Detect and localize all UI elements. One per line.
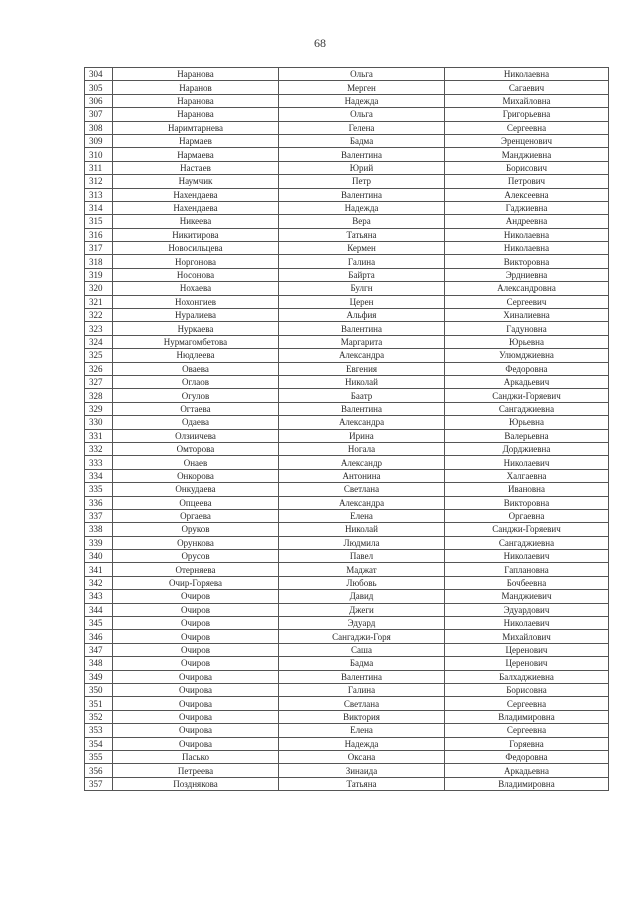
table-row — [85, 764, 609, 777]
patronymic-cell: Михайловна — [445, 94, 609, 107]
given-name-cell: Светлана — [279, 697, 445, 710]
surname-cell: Очирова — [113, 670, 279, 683]
row-number-cell: 319 — [85, 268, 113, 281]
row-number-cell: 346 — [85, 630, 113, 643]
row-number-cell: 311 — [85, 161, 113, 174]
table-row — [85, 416, 609, 429]
row-number-cell: 336 — [85, 496, 113, 509]
patronymic-cell: Дорджиевна — [445, 442, 609, 455]
given-name-cell: Ирина — [279, 429, 445, 442]
surname-cell: Нурмагомбетова — [113, 335, 279, 348]
patronymic-cell: Михайлович — [445, 630, 609, 643]
row-number-cell: 331 — [85, 429, 113, 442]
given-name-cell: Зинаида — [279, 764, 445, 777]
table-row — [85, 496, 609, 509]
given-name-cell: Галина — [279, 255, 445, 268]
row-number-cell: 354 — [85, 737, 113, 750]
patronymic-cell: Манджиевна — [445, 148, 609, 161]
surname-cell: Одаева — [113, 416, 279, 429]
row-number-cell: 307 — [85, 108, 113, 121]
given-name-cell: Людмила — [279, 536, 445, 549]
given-name-cell: Елена — [279, 509, 445, 522]
patronymic-cell: Юрьевна — [445, 416, 609, 429]
given-name-cell: Любовь — [279, 576, 445, 589]
given-name-cell: Александра — [279, 349, 445, 362]
surname-cell: Опцеева — [113, 496, 279, 509]
surname-cell: Настаев — [113, 161, 279, 174]
row-number-cell: 347 — [85, 643, 113, 656]
row-number-cell: 324 — [85, 335, 113, 348]
row-number-cell: 344 — [85, 603, 113, 616]
given-name-cell: Саша — [279, 643, 445, 656]
table-row — [85, 108, 609, 121]
given-name-cell: Юрий — [279, 161, 445, 174]
given-name-cell: Сангаджи-Горя — [279, 630, 445, 643]
row-number-cell: 316 — [85, 228, 113, 241]
surname-cell: Орункова — [113, 536, 279, 549]
patronymic-cell: Федоровна — [445, 362, 609, 375]
table-row — [85, 456, 609, 469]
table-row — [85, 670, 609, 683]
row-number-cell: 310 — [85, 148, 113, 161]
surname-cell: Норгонова — [113, 255, 279, 268]
patronymic-cell: Николаевна — [445, 68, 609, 81]
surname-cell: Нахендаева — [113, 188, 279, 201]
patronymic-cell: Сергеевич — [445, 295, 609, 308]
row-number-cell: 309 — [85, 134, 113, 147]
given-name-cell: Булгн — [279, 282, 445, 295]
patronymic-cell: Гадуновна — [445, 322, 609, 335]
patronymic-cell: Бочбеевна — [445, 576, 609, 589]
row-number-cell: 318 — [85, 255, 113, 268]
given-name-cell: Валентина — [279, 322, 445, 335]
patronymic-cell: Николаевич — [445, 456, 609, 469]
patronymic-cell: Сергеевна — [445, 724, 609, 737]
surname-cell: Онкорова — [113, 469, 279, 482]
table-row — [85, 242, 609, 255]
patronymic-cell: Сагаевич — [445, 81, 609, 94]
table-row — [85, 134, 609, 147]
given-name-cell: Ольга — [279, 108, 445, 121]
table-row — [85, 550, 609, 563]
given-name-cell: Галина — [279, 683, 445, 696]
given-name-cell: Вера — [279, 215, 445, 228]
given-name-cell: Ногала — [279, 442, 445, 455]
given-name-cell: Джеги — [279, 603, 445, 616]
given-name-cell: Надежда — [279, 737, 445, 750]
surname-cell: Омторова — [113, 442, 279, 455]
surname-cell: Нуркаева — [113, 322, 279, 335]
patronymic-cell: Николаевна — [445, 242, 609, 255]
surname-cell: Наримтарнева — [113, 121, 279, 134]
table-row — [85, 737, 609, 750]
patronymic-cell: Сангаджиевна — [445, 402, 609, 415]
table-row — [85, 777, 609, 790]
surname-cell: Наранов — [113, 81, 279, 94]
given-name-cell: Александр — [279, 456, 445, 469]
patronymic-cell: Санджи-Горяевич — [445, 389, 609, 402]
table-row — [85, 282, 609, 295]
surname-cell: Позднякова — [113, 777, 279, 790]
row-number-cell: 314 — [85, 201, 113, 214]
row-number-cell: 337 — [85, 509, 113, 522]
table-row — [85, 563, 609, 576]
given-name-cell: Мерген — [279, 81, 445, 94]
surname-cell: Наранова — [113, 94, 279, 107]
patronymic-cell: Федоровна — [445, 750, 609, 763]
surname-cell: Очирова — [113, 737, 279, 750]
given-name-cell: Альфия — [279, 309, 445, 322]
table-row — [85, 710, 609, 723]
row-number-cell: 345 — [85, 617, 113, 630]
table-row — [85, 429, 609, 442]
given-name-cell: Ольга — [279, 68, 445, 81]
given-name-cell: Кермен — [279, 242, 445, 255]
given-name-cell: Гелена — [279, 121, 445, 134]
table-row — [85, 175, 609, 188]
surname-cell: Нармаев — [113, 134, 279, 147]
row-number-cell: 342 — [85, 576, 113, 589]
given-name-cell: Виктория — [279, 710, 445, 723]
table-row — [85, 215, 609, 228]
patronymic-cell: Сангаджиевна — [445, 536, 609, 549]
given-name-cell: Бадма — [279, 657, 445, 670]
surname-cell: Онкудаева — [113, 483, 279, 496]
patronymic-cell: Эдуардович — [445, 603, 609, 616]
table-row — [85, 201, 609, 214]
surname-cell: Новосильцева — [113, 242, 279, 255]
table-row — [85, 442, 609, 455]
row-number-cell: 323 — [85, 322, 113, 335]
patronymic-cell: Викторовна — [445, 496, 609, 509]
patronymic-cell: Алексеевна — [445, 188, 609, 201]
row-number-cell: 306 — [85, 94, 113, 107]
given-name-cell: Татьяна — [279, 777, 445, 790]
surname-cell: Оргаева — [113, 509, 279, 522]
row-number-cell: 330 — [85, 416, 113, 429]
row-number-cell: 340 — [85, 550, 113, 563]
table-row — [85, 724, 609, 737]
surname-cell: Огулов — [113, 389, 279, 402]
surname-cell: Нармаева — [113, 148, 279, 161]
row-number-cell: 355 — [85, 750, 113, 763]
table-row — [85, 523, 609, 536]
patronymic-cell: Горяевна — [445, 737, 609, 750]
surname-cell: Очиров — [113, 630, 279, 643]
surname-cell: Никитирова — [113, 228, 279, 241]
table-row — [85, 617, 609, 630]
patronymic-cell: Гаплановна — [445, 563, 609, 576]
row-number-cell: 341 — [85, 563, 113, 576]
table-row — [85, 483, 609, 496]
patronymic-cell: Юрьевна — [445, 335, 609, 348]
table-row — [85, 576, 609, 589]
row-number-cell: 348 — [85, 657, 113, 670]
patronymic-cell: Халгаевна — [445, 469, 609, 482]
given-name-cell: Павел — [279, 550, 445, 563]
patronymic-cell: Валерьевна — [445, 429, 609, 442]
given-name-cell: Елена — [279, 724, 445, 737]
patronymic-cell: Григорьевна — [445, 108, 609, 121]
surname-cell: Онаев — [113, 456, 279, 469]
given-name-cell: Татьяна — [279, 228, 445, 241]
given-name-cell: Валентина — [279, 402, 445, 415]
given-name-cell: Евгения — [279, 362, 445, 375]
table-row — [85, 750, 609, 763]
row-number-cell: 315 — [85, 215, 113, 228]
row-number-cell: 326 — [85, 362, 113, 375]
surname-cell: Очирова — [113, 724, 279, 737]
given-name-cell: Давид — [279, 590, 445, 603]
row-number-cell: 349 — [85, 670, 113, 683]
table-row — [85, 375, 609, 388]
surname-cell: Нохаева — [113, 282, 279, 295]
given-name-cell: Байрта — [279, 268, 445, 281]
surname-cell: Очиров — [113, 603, 279, 616]
table-row — [85, 81, 609, 94]
patronymic-cell: Ивановна — [445, 483, 609, 496]
patronymic-cell: Церенович — [445, 657, 609, 670]
given-name-cell: Баатр — [279, 389, 445, 402]
table-row — [85, 630, 609, 643]
patronymic-cell: Манджиевич — [445, 590, 609, 603]
patronymic-cell: Николаевич — [445, 617, 609, 630]
table-row — [85, 603, 609, 616]
row-number-cell: 328 — [85, 389, 113, 402]
table-row — [85, 362, 609, 375]
table-row — [85, 402, 609, 415]
row-number-cell: 321 — [85, 295, 113, 308]
row-number-cell: 343 — [85, 590, 113, 603]
table-row — [85, 161, 609, 174]
given-name-cell: Церен — [279, 295, 445, 308]
table-row — [85, 255, 609, 268]
given-name-cell: Александра — [279, 496, 445, 509]
table-row — [85, 509, 609, 522]
surname-cell: Очиров — [113, 590, 279, 603]
given-name-cell: Валентина — [279, 148, 445, 161]
table-row — [85, 389, 609, 402]
patronymic-cell: Николаевна — [445, 228, 609, 241]
surname-cell: Очирова — [113, 710, 279, 723]
patronymic-cell: Эренценович — [445, 134, 609, 147]
surname-cell: Петреева — [113, 764, 279, 777]
surname-cell: Олзиичева — [113, 429, 279, 442]
given-name-cell: Надежда — [279, 94, 445, 107]
given-name-cell: Светлана — [279, 483, 445, 496]
table-row — [85, 590, 609, 603]
patronymic-cell: Эрдниевна — [445, 268, 609, 281]
row-number-cell: 317 — [85, 242, 113, 255]
given-name-cell: Валентина — [279, 670, 445, 683]
patronymic-cell: Викторовна — [445, 255, 609, 268]
table-row — [85, 349, 609, 362]
row-number-cell: 308 — [85, 121, 113, 134]
patronymic-cell: Аркадьевна — [445, 764, 609, 777]
row-number-cell: 332 — [85, 442, 113, 455]
given-name-cell: Эдуард — [279, 617, 445, 630]
surname-cell: Очиров — [113, 617, 279, 630]
given-name-cell: Петр — [279, 175, 445, 188]
surname-cell: Орусов — [113, 550, 279, 563]
surname-cell: Огтаева — [113, 402, 279, 415]
row-number-cell: 338 — [85, 523, 113, 536]
patronymic-cell: Борисовна — [445, 683, 609, 696]
row-number-cell: 334 — [85, 469, 113, 482]
patronymic-cell: Борисович — [445, 161, 609, 174]
table-row — [85, 188, 609, 201]
surname-cell: Носонова — [113, 268, 279, 281]
patronymic-cell: Сергеевна — [445, 697, 609, 710]
surname-cell: Пасько — [113, 750, 279, 763]
surname-cell: Очиров — [113, 657, 279, 670]
row-number-cell: 356 — [85, 764, 113, 777]
patronymic-cell: Аркадьевич — [445, 375, 609, 388]
surname-cell: Очир-Горяева — [113, 576, 279, 589]
given-name-cell: Николай — [279, 523, 445, 536]
given-name-cell: Бадма — [279, 134, 445, 147]
surname-cell: Нуралиева — [113, 309, 279, 322]
patronymic-cell: Андреевна — [445, 215, 609, 228]
table-row — [85, 322, 609, 335]
given-name-cell: Антонина — [279, 469, 445, 482]
patronymic-cell: Владимировна — [445, 710, 609, 723]
surname-cell: Наранова — [113, 108, 279, 121]
surname-cell: Очиров — [113, 643, 279, 656]
table-row — [85, 228, 609, 241]
table-row — [85, 94, 609, 107]
row-number-cell: 352 — [85, 710, 113, 723]
table-row — [85, 469, 609, 482]
surname-cell: Оглаов — [113, 375, 279, 388]
given-name-cell: Маргарита — [279, 335, 445, 348]
register-table — [84, 67, 609, 791]
table-row — [85, 309, 609, 322]
patronymic-cell: Николаевич — [445, 550, 609, 563]
surname-cell: Очирова — [113, 697, 279, 710]
patronymic-cell: Петрович — [445, 175, 609, 188]
row-number-cell: 339 — [85, 536, 113, 549]
row-number-cell: 357 — [85, 777, 113, 790]
row-number-cell: 353 — [85, 724, 113, 737]
patronymic-cell: Владимировна — [445, 777, 609, 790]
page-number: 68 — [314, 36, 326, 50]
table-row — [85, 683, 609, 696]
row-number-cell: 327 — [85, 375, 113, 388]
patronymic-cell: Улюмджиевна — [445, 349, 609, 362]
surname-cell: Никеева — [113, 215, 279, 228]
given-name-cell: Надежда — [279, 201, 445, 214]
patronymic-cell: Александровна — [445, 282, 609, 295]
surname-cell: Отерняева — [113, 563, 279, 576]
table-row — [85, 68, 609, 81]
table-row — [85, 643, 609, 656]
table-row — [85, 295, 609, 308]
row-number-cell: 325 — [85, 349, 113, 362]
surname-cell: Нюдлеева — [113, 349, 279, 362]
surname-cell: Очирова — [113, 683, 279, 696]
row-number-cell: 305 — [85, 81, 113, 94]
surname-cell: Наранова — [113, 68, 279, 81]
given-name-cell: Маджат — [279, 563, 445, 576]
given-name-cell: Александра — [279, 416, 445, 429]
given-name-cell: Валентина — [279, 188, 445, 201]
surname-cell: Наумчик — [113, 175, 279, 188]
patronymic-cell: Оргаевна — [445, 509, 609, 522]
row-number-cell: 313 — [85, 188, 113, 201]
table-row — [85, 121, 609, 134]
row-number-cell: 329 — [85, 402, 113, 415]
row-number-cell: 350 — [85, 683, 113, 696]
table-row — [85, 148, 609, 161]
table-row — [85, 697, 609, 710]
register-body — [85, 68, 609, 791]
row-number-cell: 335 — [85, 483, 113, 496]
surname-cell: Оваева — [113, 362, 279, 375]
surname-cell: Нохонгиев — [113, 295, 279, 308]
row-number-cell: 333 — [85, 456, 113, 469]
table-row — [85, 536, 609, 549]
given-name-cell: Николай — [279, 375, 445, 388]
row-number-cell: 322 — [85, 309, 113, 322]
row-number-cell: 312 — [85, 175, 113, 188]
surname-cell: Оруков — [113, 523, 279, 536]
surname-cell: Нахендаева — [113, 201, 279, 214]
given-name-cell: Оксана — [279, 750, 445, 763]
patronymic-cell: Сергеевна — [445, 121, 609, 134]
row-number-cell: 304 — [85, 68, 113, 81]
row-number-cell: 351 — [85, 697, 113, 710]
row-number-cell: 320 — [85, 282, 113, 295]
table-row — [85, 335, 609, 348]
patronymic-cell: Церенович — [445, 643, 609, 656]
patronymic-cell: Хиналиевна — [445, 309, 609, 322]
table-row — [85, 657, 609, 670]
patronymic-cell: Гаджиевна — [445, 201, 609, 214]
patronymic-cell: Балхаджиевна — [445, 670, 609, 683]
table-row — [85, 268, 609, 281]
patronymic-cell: Санджи-Горяевич — [445, 523, 609, 536]
